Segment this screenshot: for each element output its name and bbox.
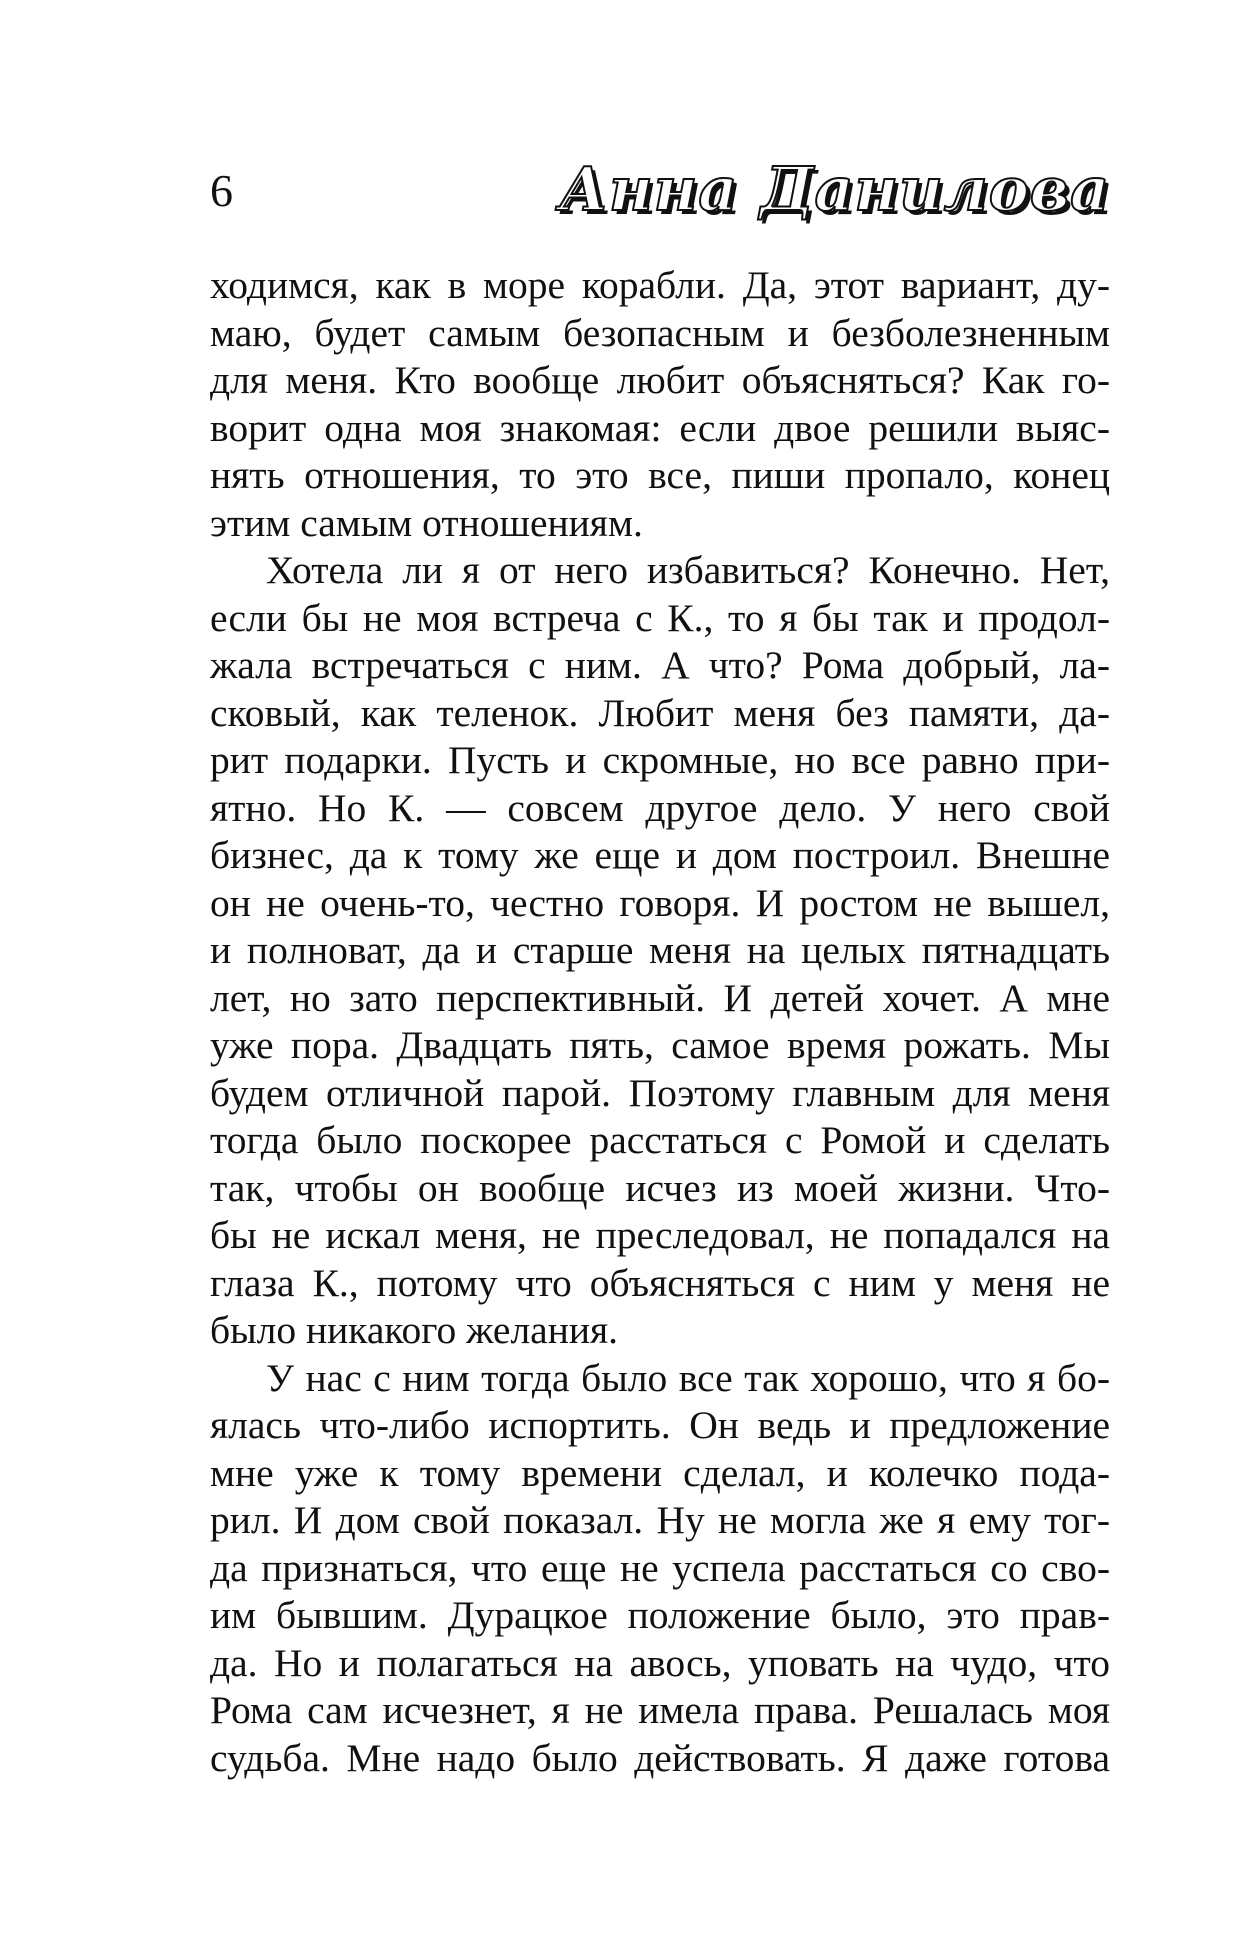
text-line: рил. И дом свой показал. Ну не могла же я ему тог- [210,1498,1110,1542]
text-line: жала встречаться с ним. А что? Рома добрый, ла- [210,643,1110,687]
text-line: уже пора. Двадцать пять, самое время рожать. Мы [210,1023,1110,1067]
text-line: да. Но и полагаться на авось, уповать на чудо, что [210,1640,1110,1685]
text-line: мне уже к тому времени сделал, и колечко пода- [210,1450,1110,1495]
text-line: бизнес, да к тому же еще и дом построил. Внешне [210,833,1110,877]
text-line: маю, будет самым безопасным и безболезненным [210,310,1110,355]
text-line: сковый, как теленок. Любит меня без памяти, да- [210,690,1110,735]
text-line: Хотела ли я от него избавиться? Конечно. Нет, [266,548,1110,592]
text-line: тогда было поскорее расстаться с Ромой и сделать [210,1118,1110,1162]
text-line: и полноват, да и старше меня на целых пятнадцать [210,928,1110,972]
page-number: 6 [210,165,233,216]
text-line: он не очень-то, честно говоря. И ростом не вышел, [210,880,1110,925]
author-running-head: Анна Данилова [559,155,1110,225]
text-line: глаза К., потому что объясняться с ним у меня не [210,1260,1110,1305]
text-line: лет, но зато перспективный. И детей хочет. А мне [210,975,1110,1020]
text-line: ятно. Но К. — совсем другое дело. У него свой [210,785,1110,830]
text-line: да признаться, что еще не успела расстаться со сво- [210,1545,1110,1590]
text-line: ходимся, как в море корабли. Да, этот вариант, ду- [210,263,1110,307]
text-line: этим самым отношениям. [210,500,643,545]
text-line: Рома сам исчезнет, я не имела права. Решалась моя [210,1688,1110,1732]
text-line: ворит одна моя знакомая: если двое решили выяс- [210,405,1110,450]
text-line: для меня. Кто вообще любит объясняться? Как го- [210,358,1110,402]
paragraph-1 [210,262,1110,547]
paragraph-2 [210,547,1110,1355]
text-line: судьба. Мне надо было действовать. Я даже готова [210,1735,1110,1780]
paragraph-3 [210,1355,1110,1783]
text-line: будем отличной парой. Поэтому главным для меня [210,1070,1110,1115]
text-line: им бывшим. Дурацкое положение было, это прав- [210,1593,1110,1637]
text-line: рит подарки. Пусть и скромные, но все равно при- [210,738,1110,782]
text-line: если бы не моя встреча с К., то я бы так и продол- [210,595,1110,640]
text-line: ялась что-либо испортить. Он ведь и предложение [210,1403,1110,1447]
body-text [210,262,1110,1782]
text-line: У нас с ним тогда было все так хорошо, что я бо- [266,1355,1110,1400]
text-line: нять отношения, то это все, пиши пропало, конец [210,453,1110,497]
text-line: было никакого желания. [210,1308,619,1352]
text-line: бы не искал меня, не преследовал, не попадался на [210,1213,1110,1257]
text-line: так, чтобы он вообще исчез из моей жизни. Что- [210,1165,1110,1210]
